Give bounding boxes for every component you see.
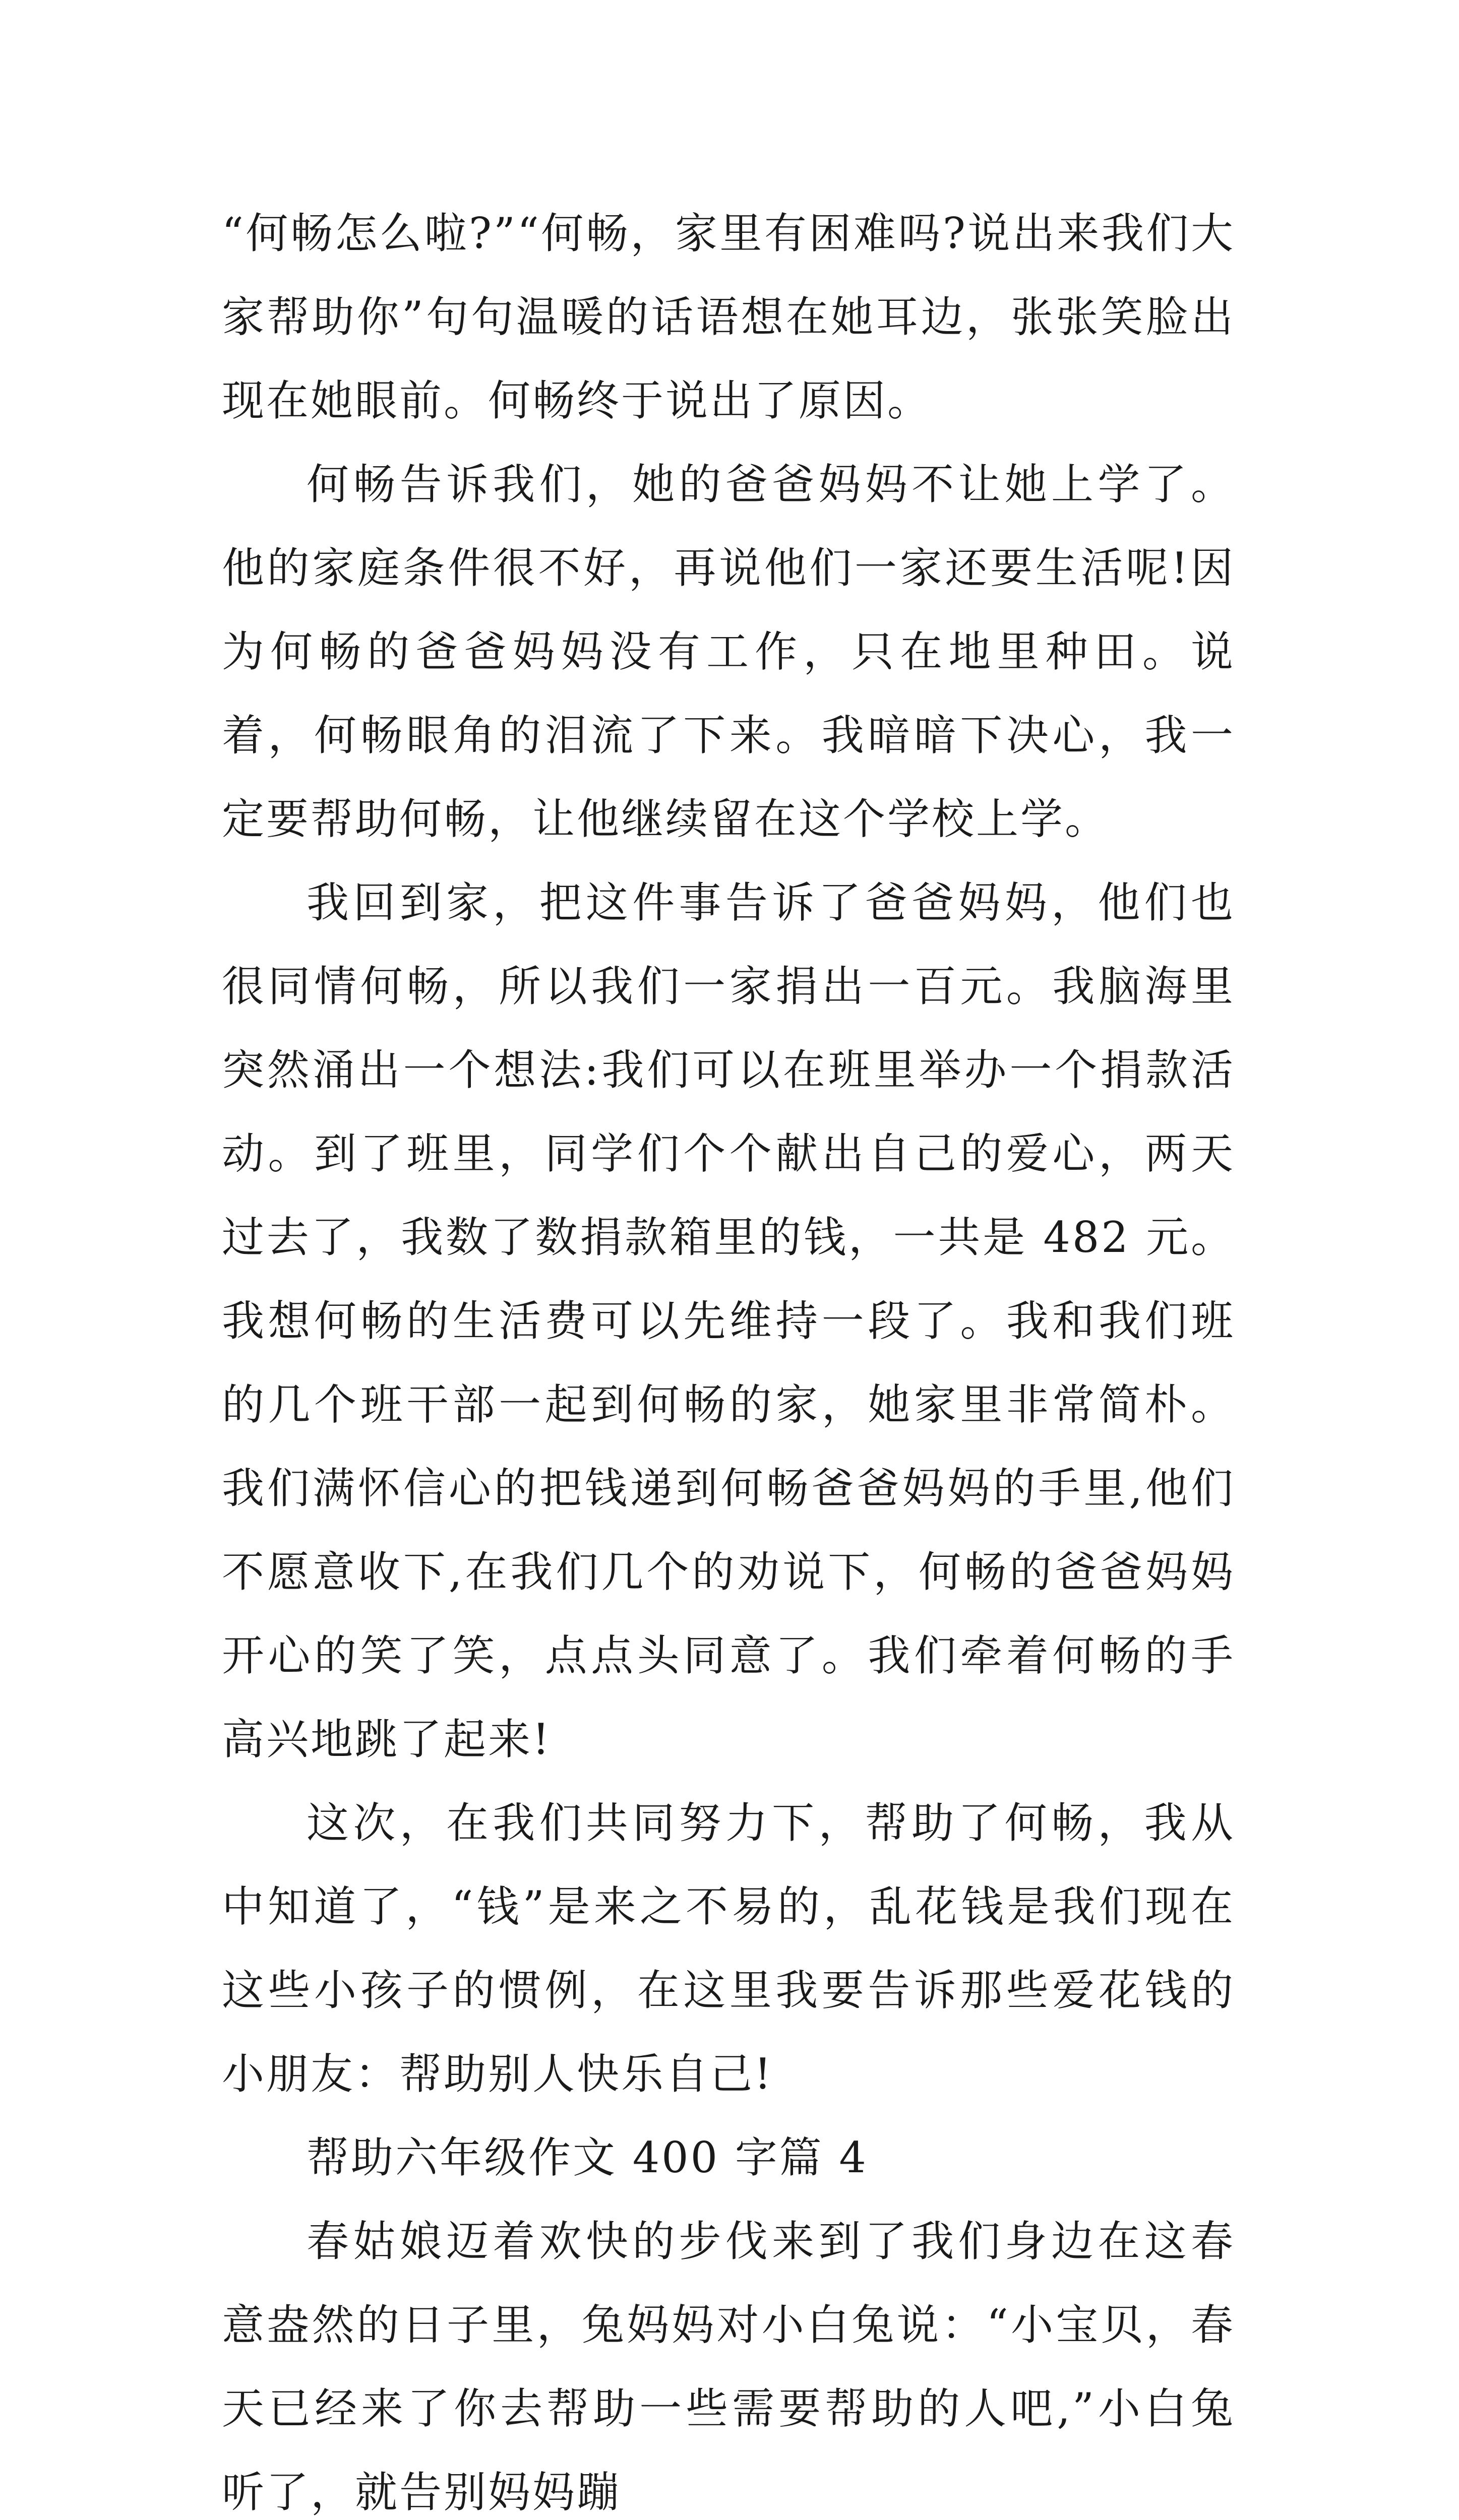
- paragraph-5: 春姑娘迈着欢快的步伐来到了我们身边在这春意盎然的日子里，兔妈妈对小白兔说：“小宝贝，春天已经来了你去帮助一些需要帮助的人吧,”小白兔听了，就告别妈妈蹦: [222, 2217, 1235, 2517]
- paragraph-3: 我回到家，把这件事告诉了爸爸妈妈，他们也很同情何畅，所以我们一家捐出一百元。我脑海里突然涌出一个想法:我们可以在班里举办一个捐款活动。到了班里，同学们个个献出自己的爱心，两天过去了，我数了数捐款箱里的钱，一共是 482 元。我想何畅的生活费可以先维持一段了。我和我们班的几个班干部一起到何畅的家，她家里非常简朴。我们满怀信心的把钱递到何畅爸爸妈妈的手里,他们不愿意收下,在我们几个的劝说下，何畅的爸爸妈妈开心的笑了笑，点点头同意了。我们牵着何畅的手高兴地跳了起来!: [222, 878, 1235, 1764]
- paragraph-2: 何畅告诉我们，她的爸爸妈妈不让她上学了。他的家庭条件很不好，再说他们一家还要生活呢!因为何畅的爸爸妈妈没有工作，只在地里种田。说着，何畅眼角的泪流了下来。我暗暗下决心，我一定要帮助何畅，让他继续留在这个学校上学。: [222, 460, 1235, 844]
- section-heading: 帮助六年级作文 400 字篇 4: [307, 2133, 868, 2182]
- paragraph-1: “何畅怎么啦?”“何畅，家里有困难吗?说出来我们大家帮助你”句句温暖的话语想在她耳边，张张笑脸出现在她眼前。何畅终于说出了原因。: [222, 209, 1235, 425]
- paragraph-4: 这次，在我们共同努力下，帮助了何畅，我从中知道了，“钱”是来之不易的，乱花钱是我们现在这些小孩子的惯例，在这里我要告诉那些爱花钱的小朋友：帮助别人快乐自己!: [222, 1798, 1235, 2099]
- article-body: [222, 192, 1235, 2520]
